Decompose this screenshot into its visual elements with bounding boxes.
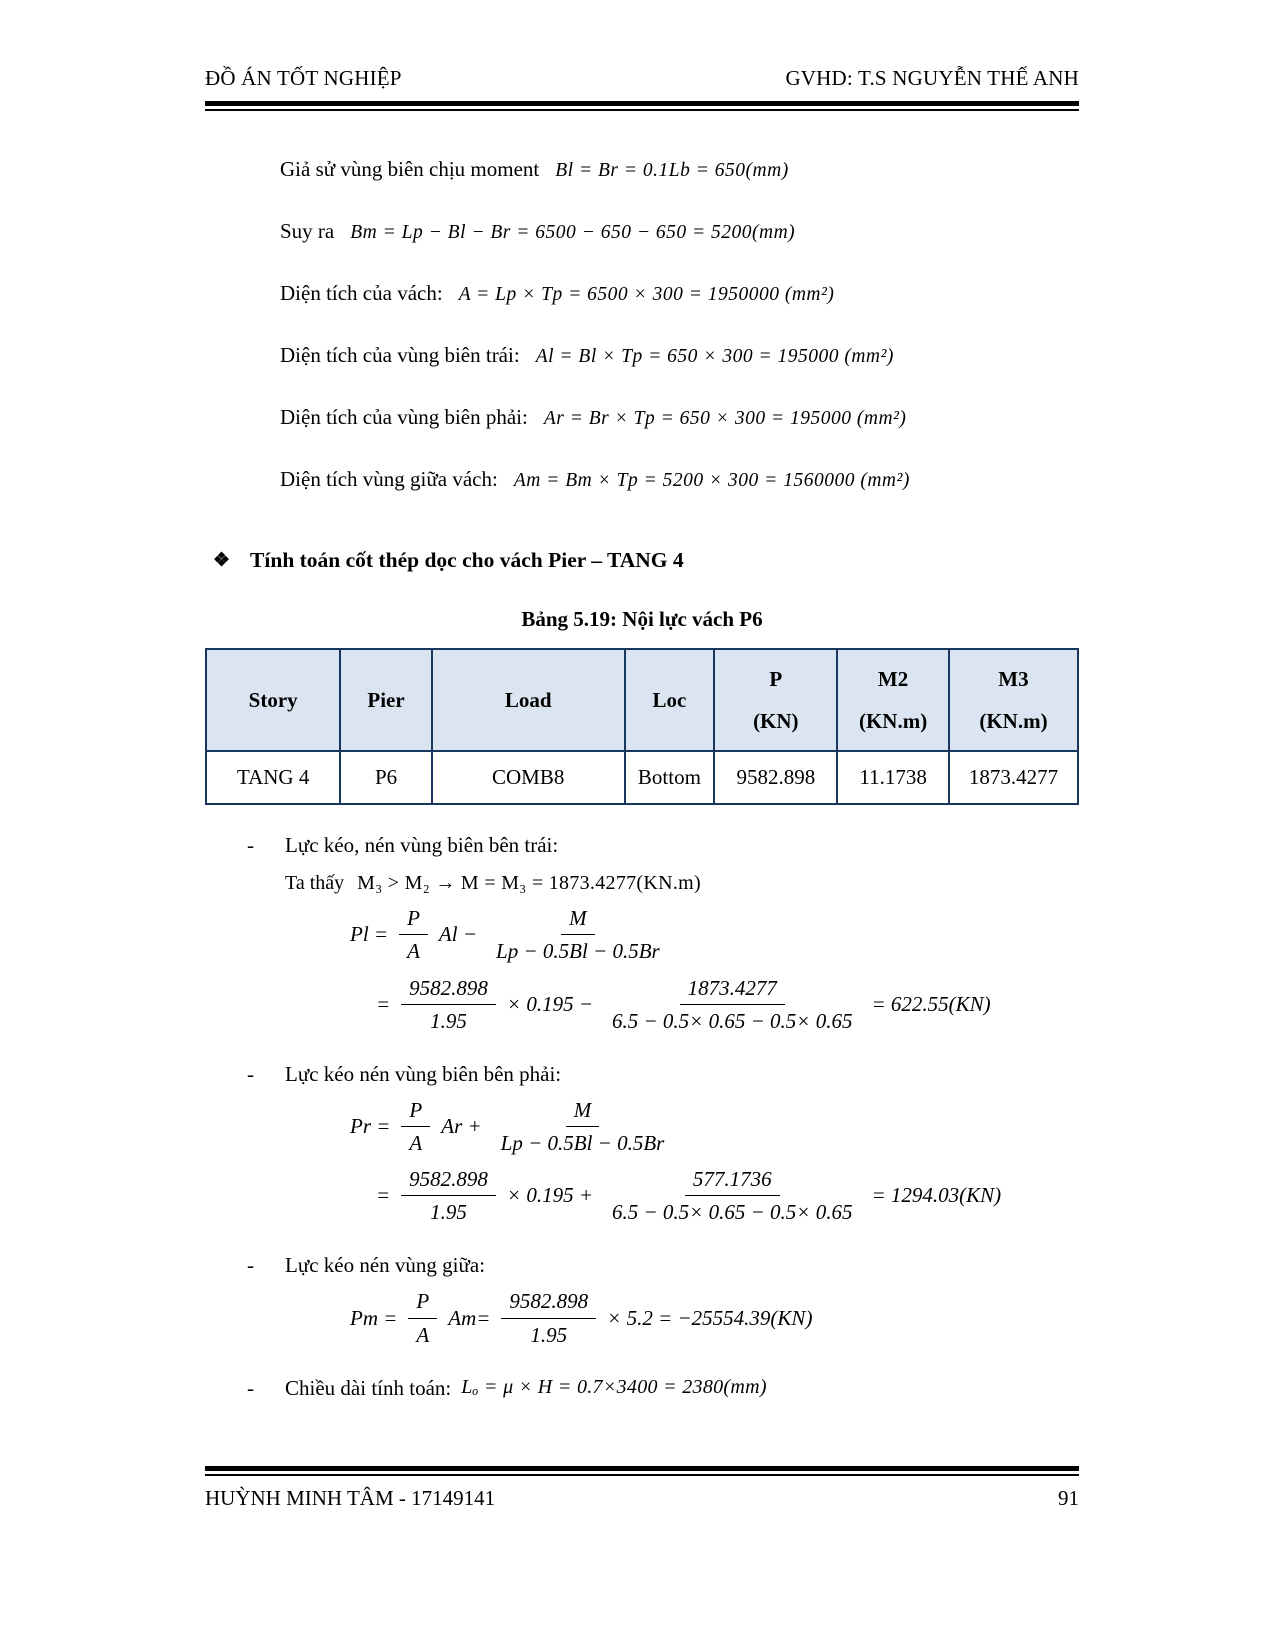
list-item-label: Lực kéo, nén vùng biên bên trái: xyxy=(285,833,559,858)
forces-table xyxy=(205,648,1079,805)
page-header xyxy=(205,66,1079,91)
table-caption: Bảng 5.19: Nội lực vách P6 xyxy=(521,607,763,631)
intro-line-area-left xyxy=(280,343,1079,368)
table-row xyxy=(206,751,1078,804)
intro-label: Suy ra xyxy=(280,219,335,243)
dash-bullet-icon: - xyxy=(247,833,254,858)
cell-load: COMB8 xyxy=(432,751,625,804)
list-item-calc-length xyxy=(205,1376,1079,1401)
diamond-bullet-icon: ❖ xyxy=(213,550,231,571)
dash-bullet-icon: - xyxy=(247,1061,254,1086)
cell-p: 9582.898 xyxy=(714,751,837,804)
cell-loc: Bottom xyxy=(625,751,715,804)
intro-label: Diện tích của vùng biên phải: xyxy=(280,405,528,429)
col-header-load: Load xyxy=(432,649,625,751)
footer-author: HUỲNH MINH TÂM - 17149141 xyxy=(205,1486,496,1510)
list-item-label: Chiều dài tính toán: xyxy=(285,1375,452,1400)
intro-line-bm xyxy=(280,219,1079,244)
intro-label: Diện tích của vách: xyxy=(280,281,443,305)
col-header-story: Story xyxy=(206,649,340,751)
intro-math: Bm = Lp − Bl − Br = 6500 − 650 − 650 = 5200(mm) xyxy=(350,222,796,243)
intro-line-area-right xyxy=(280,405,1079,430)
intro-math: Am = Bm × Tp = 5200 × 300 = 1560000 (mm²) xyxy=(513,470,910,491)
footer-divider xyxy=(205,1466,1079,1476)
col-header-m3: M3 (KN.m) xyxy=(949,649,1078,751)
dash-bullet-icon: - xyxy=(247,1375,254,1400)
intro-label: Diện tích của vùng biên trái: xyxy=(280,343,520,367)
intro-math: A = Lp × Tp = 6500 × 300 = 1950000 (mm²) xyxy=(458,284,835,305)
intro-line-moment xyxy=(280,157,1079,182)
cell-story: TANG 4 xyxy=(206,751,340,804)
intro-math: Bl = Br = 0.1Lb = 650(mm) xyxy=(555,160,789,181)
list-item-math: Lₒ = μ × H = 0.7×3400 = 2380(mm) xyxy=(461,1375,767,1398)
intro-label: Diện tích vùng giữa vách: xyxy=(280,467,498,491)
col-header-p: P (KN) xyxy=(714,649,837,751)
list-item-right-zone xyxy=(205,1062,1079,1087)
intro-math: Ar = Br × Tp = 650 × 300 = 195000 (mm²) xyxy=(543,408,907,429)
dash-bullet-icon: - xyxy=(247,1253,254,1278)
header-left-title: ĐỒ ÁN TỐT NGHIỆP xyxy=(205,66,402,90)
header-right-supervisor: GVHD: T.S NGUYỄN THẾ ANH xyxy=(785,66,1079,90)
intro-paragraphs xyxy=(205,157,1079,492)
note-math: M₃ > M₂ → M = M₃ = 1873.4277(KN.m) xyxy=(357,872,701,895)
list-item-middle-zone xyxy=(205,1253,1079,1278)
intro-line-area-wall xyxy=(280,281,1079,306)
col-header-pier: Pier xyxy=(340,649,432,751)
list-item-label: Lực kéo nén vùng giữa: xyxy=(285,1253,486,1278)
list-item-left-zone xyxy=(205,833,1079,858)
list-item-label: Lực kéo nén vùng biên bên phải: xyxy=(285,1061,562,1086)
section-heading-text: Tính toán cốt thép dọc cho vách Pier – TANG 4 xyxy=(250,548,684,572)
col-header-m2: M2 (KN.m) xyxy=(837,649,949,751)
cell-m2: 11.1738 xyxy=(837,751,949,804)
header-divider xyxy=(205,101,1079,111)
col-header-loc: Loc xyxy=(625,649,715,751)
formula-pr: Pr = $\frac{P}{A}$ Ar + $\frac{M}{Lp - 0.5Bl - 0.5Br}$ = $\frac{9582.898}{1.95}$ × 0.195 + $\frac{577.1736}{6.5 - 0.5\times 0.65 - 0.5\times 0.65}$ = 1294.03(KN) xyxy=(350,1097,1002,1225)
note-label: Ta thấy xyxy=(285,872,345,895)
section-heading xyxy=(205,548,1079,573)
formula-pl: Pl = $\frac{P}{A}$ Al − $\frac{M}{Lp - 0.5Bl - 0.5Br}$ = $\frac{9582.898}{1.95}$ × 0.195 − $\frac{1873.4277}{6.5 - 0.5\times 0.65 - 0.5\times 0.65}$ = 622.55(KN) xyxy=(350,906,991,1033)
cell-pier: P6 xyxy=(340,751,432,804)
page-number: 91 xyxy=(1058,1486,1079,1510)
intro-label: Giả sử vùng biên chịu moment xyxy=(280,157,540,181)
note-m3-comparison xyxy=(205,872,1079,895)
cell-m3: 1873.4277 xyxy=(949,751,1078,804)
page-footer xyxy=(205,1466,1079,1511)
table-header-row xyxy=(206,649,1078,751)
intro-line-area-middle xyxy=(280,467,1079,492)
formula-pm: Pm = $\frac{P}{A}$ Am= $\frac{9582.898}{1.95}$ × 5.2 = −25554.39(KN) xyxy=(350,1289,813,1347)
intro-math: Al = Bl × Tp = 650 × 300 = 195000 (mm²) xyxy=(535,346,894,367)
